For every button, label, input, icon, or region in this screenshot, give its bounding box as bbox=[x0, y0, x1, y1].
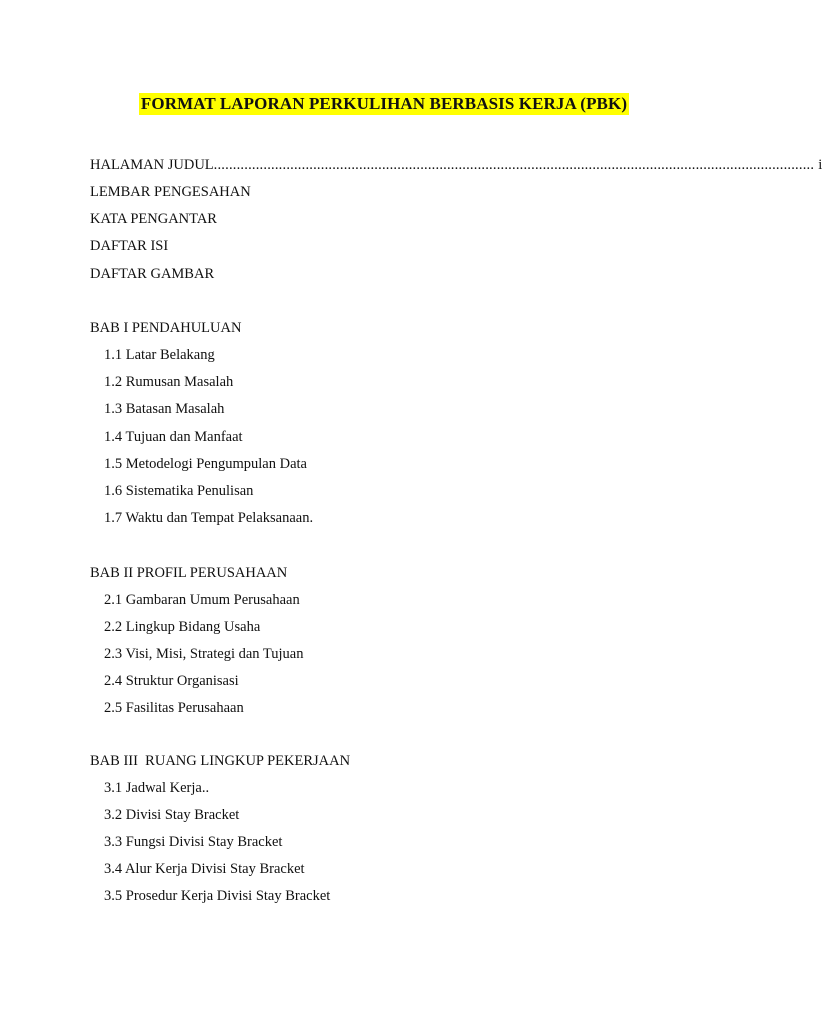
toc-entry-daftar-gambar: DAFTAR GAMBAR bbox=[90, 266, 215, 282]
toc-entry-kata-pengantar: KATA PENGANTAR bbox=[90, 211, 217, 227]
section-item: 3.4 Alur Kerja Divisi Stay Bracket bbox=[104, 861, 305, 877]
section-item: 1.5 Metodelogi Pengumpulan Data bbox=[104, 456, 307, 472]
section-item: 1.6 Sistematika Penulisan bbox=[104, 483, 254, 499]
section-item: 1.7 Waktu dan Tempat Pelaksanaan. bbox=[104, 510, 314, 526]
section-item: 1.4 Tujuan dan Manfaat bbox=[104, 429, 243, 445]
section-item: 1.1 Latar Belakang bbox=[104, 347, 215, 363]
toc-entry-lembar-pengesahan: LEMBAR PENGESAHAN bbox=[90, 184, 251, 200]
document-title: FORMAT LAPORAN PERKULIHAN BERBASIS KERJA (PBK) bbox=[140, 94, 628, 113]
toc-dot-leader: ............................................................................................................................................................. bbox=[213, 157, 815, 173]
section-item: 3.1 Jadwal Kerja.. bbox=[104, 780, 210, 796]
section-item: 2.5 Fasilitas Perusahaan bbox=[104, 700, 244, 716]
chapter-heading-bab-2: BAB II PROFIL PERUSAHAAN bbox=[90, 565, 288, 581]
toc-page-number: i bbox=[818, 157, 822, 173]
section-item: 2.4 Struktur Organisasi bbox=[104, 673, 239, 689]
toc-label: HALAMAN JUDUL bbox=[90, 157, 214, 173]
chapter-heading-bab-1: BAB I PENDAHULUAN bbox=[90, 320, 242, 336]
toc-entry-daftar-isi: DAFTAR ISI bbox=[90, 238, 169, 254]
title-wrapper bbox=[0, 93, 768, 115]
section-item: 2.3 Visi, Misi, Strategi dan Tujuan bbox=[104, 646, 304, 662]
section-item: 1.2 Rumusan Masalah bbox=[104, 374, 234, 390]
section-item: 3.5 Prosedur Kerja Divisi Stay Bracket bbox=[104, 888, 331, 904]
toc-entry-halaman-judul bbox=[90, 156, 822, 174]
section-item: 3.2 Divisi Stay Bracket bbox=[104, 807, 240, 823]
section-item: 2.1 Gambaran Umum Perusahaan bbox=[104, 592, 300, 608]
chapter-heading-bab-3: BAB III RUANG LINGKUP PEKERJAAN bbox=[90, 753, 351, 769]
section-item: 3.3 Fungsi Divisi Stay Bracket bbox=[104, 834, 283, 850]
section-item: 2.2 Lingkup Bidang Usaha bbox=[104, 619, 261, 635]
section-item: 1.3 Batasan Masalah bbox=[104, 401, 225, 417]
